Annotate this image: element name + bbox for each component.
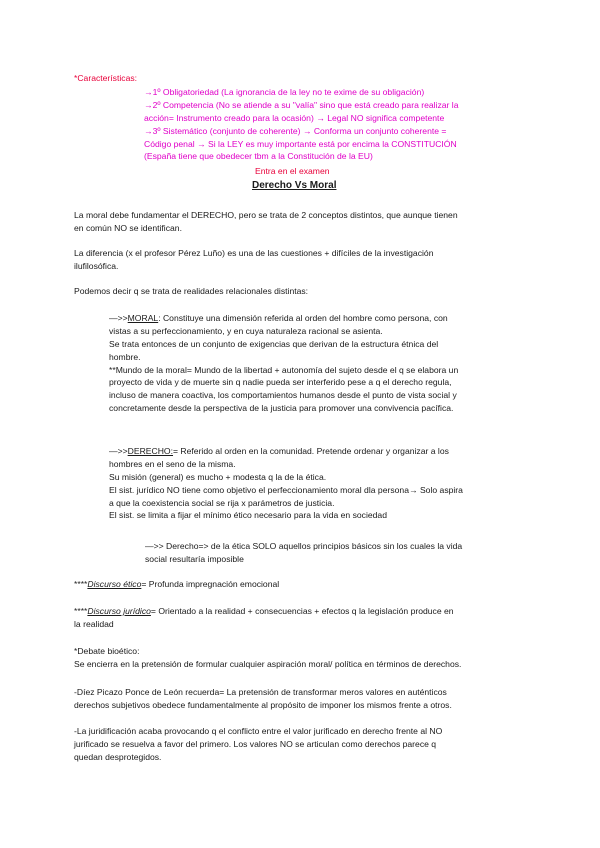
list-item: Código penal → Si la LEY es muy importante está por encima la CONSTITUCIÓN (144, 138, 457, 149)
list-item: →3º Sistemático (conjunto de coherente) → Conforma un conjunto coherente = (144, 125, 447, 136)
paragraph-relational: Podemos decir q se trata de realidades relacionales distintas: (74, 286, 309, 296)
moral-section: —>>MORAL: Constituye una dimensión referida al orden del hombre como persona, con vistas a su perfeccionamiento, y en cuya naturaleza racional se asienta. Se trata entonces de un conjunto de exigencias que derivan de la estructura étnica del hombre. **Mundo de la moral= Mundo de la libertad + autonomía del sujeto desde el q se elabora un proyecto de vida y de muerte sin q nadie pueda ser interferido pese a q el derecho regula, incluso de manera coactiva, los comportamientos humanos desde el punto de vista social y concretamente desde la perspectiva de la justicia para promover una convivencia pacífica. (109, 313, 459, 414)
list-item: →2º Competencia (No se atiende a su "valía" sino que está creado para realizar la (144, 99, 459, 110)
debate-juridificacion: -La juridificación acaba provocando q el conflicto entre el valor jurificado en derecho frente al NO jurificado se resuelva a favor del primero. Los valores NO se articulan como derechos parece q quedan desprotegidos. (74, 726, 443, 762)
derecho-subnote: —>> Derecho=> de la ética SOLO aquellos principios básicos sin los cuales la vida social resultaría imposible (145, 541, 463, 564)
page-title: Derecho Vs Moral (252, 180, 337, 191)
debate-heading: *Debate bioético: (74, 646, 140, 656)
discurso-juridico: ****Discurso jurídico= Orientado a la realidad + consecuencias + efectos q la legislación produce en la realidad (74, 606, 454, 629)
paragraph-intro: La moral debe fundamentar el DERECHO, pero se trata de 2 conceptos distintos, que aunque tienen en común NO se identifican. (74, 210, 458, 233)
discurso-etico-term: Discurso ético (87, 579, 142, 589)
paragraph-difference: La diferencia (x el profesor Pérez Luño) es una de las cuestiones + difíciles de la investigación ilufilosófica. (74, 248, 434, 271)
derecho-first-line: —>>DERECHO:= Referido al orden en la comunidad. Pretende ordenar y organizar a los (109, 446, 449, 456)
list-item: acción= Instrumento creado para la ocasión) → Legal NO significa competente (144, 112, 445, 123)
debate-section: *Debate bioético: Se encierra en la pretensión de formular cualquier aspiración moral/ política en términos de derechos. (74, 646, 462, 669)
debate-diez-picazo: -Díez Picazo Ponce de León recuerda= La pretensión de transformar meros valores en auténticos derechos subjetivos obedece fundamentalmente al propósito de imponer los mismos frente a otros. (74, 687, 452, 710)
caracteristicas-list (144, 86, 459, 163)
discurso-juridico-term: Discurso jurídico (87, 606, 151, 616)
derecho-term: DERECHO: (127, 446, 174, 456)
moral-first-line: —>>MORAL: Constituye una dimensión referida al orden del hombre como persona, con (109, 313, 448, 323)
caracteristicas-heading: *Características: (74, 73, 138, 83)
moral-term: MORAL (127, 313, 159, 323)
derecho-section: —>>DERECHO:= Referido al orden en la comunidad. Pretende ordenar y organizar a los hombres en el seno de la misma. Su misión (general) es mucho + modesta q la de la ética. El sist. jurídico NO tiene como objetivo el perfeccionamiento moral dla persona→ Solo aspira a que la coexistencia social se rija x parámetros de justicia. El sist. se limita a fijar el mínimo ético necesario para la vida en sociedad (109, 446, 463, 521)
list-item: (España tiene que obedecer tbm a la Constitución de la EU) (144, 151, 373, 162)
discurso-etico: ****Discurso ético= Profunda impregnación emocional (74, 579, 280, 589)
exam-note: Entra en el examen (255, 166, 330, 176)
list-item: →1º Obligatoriedad (La ignorancia de la ley no te exime de su obligación) (144, 87, 425, 97)
